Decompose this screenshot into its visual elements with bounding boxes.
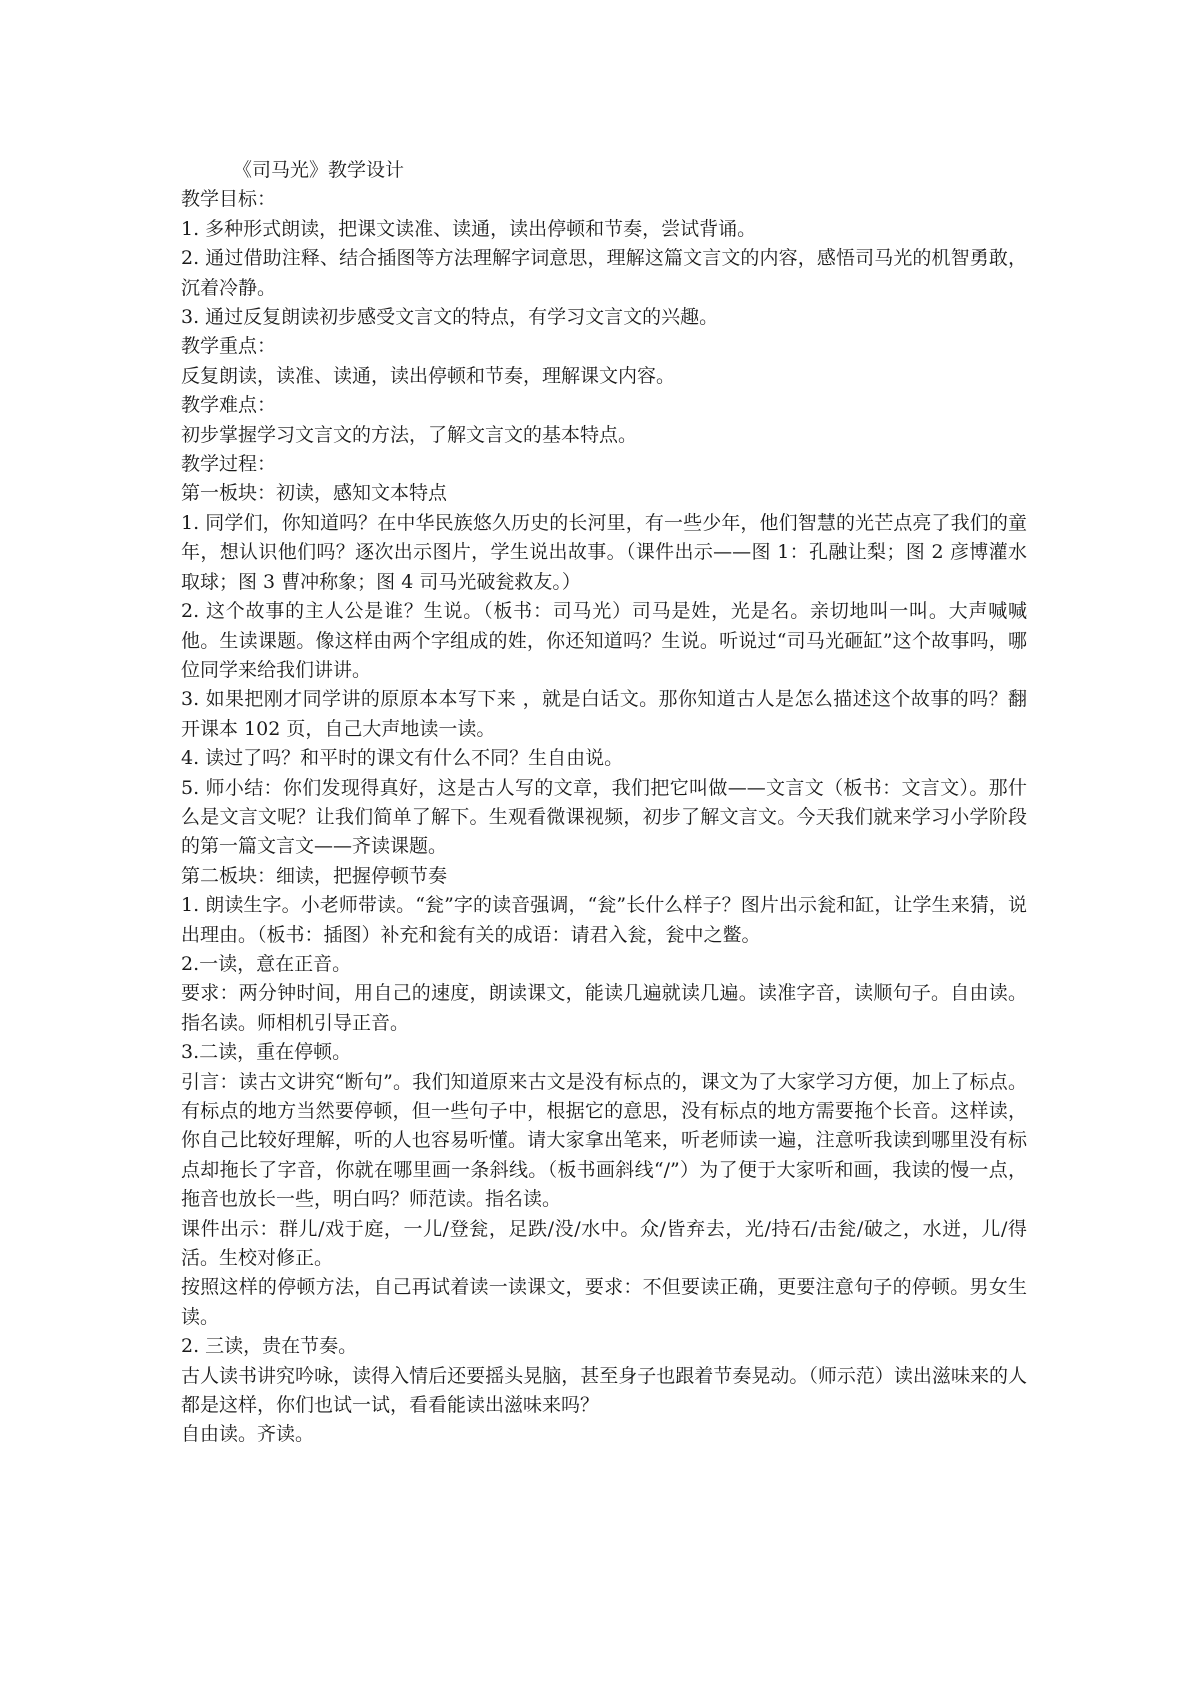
section-2-step-3: 3.二读，重在停顿。	[181, 1041, 352, 1064]
section-2-heading: 第二板块：细读，把握停顿节奏	[181, 864, 448, 887]
section-2-step-2-requirement: 要求：两分钟时间，用自己的速度，朗读课文，能读几遍就读几遍。读准字音，读顺句子。自由读。指名读。师相机引导正音。	[181, 982, 1027, 1034]
section-2-step-2: 2.一读，意在正音。	[181, 952, 352, 975]
document-title: 《司马光》教学设计	[233, 159, 405, 181]
section-1-heading: 第一板块：初读，感知文本特点	[181, 482, 448, 505]
document-body	[181, 156, 1027, 1450]
key-points-text: 反复朗读，读准、读通，读出停顿和节奏，理解课文内容。	[181, 364, 676, 387]
section-2-step-4: 2. 三读，贵在节奏。	[181, 1335, 358, 1358]
section-2-step-1: 1. 朗读生字。小老师带读。“瓮”字的读音强调，“瓮”长什么样子？图片出示瓮和缸，让学生来猜，说出理由。（板书：插图）补充和瓮有关的成语：请君入瓮，瓮中之鳖。	[181, 894, 1027, 946]
objective-3: 3. 通过反复朗读初步感受文言文的特点，有学习文言文的兴趣。	[181, 306, 719, 329]
heading-objectives: 教学目标：	[181, 188, 277, 211]
section-1-step-1: 1. 同学们，你知道吗？在中华民族悠久历史的长河里，有一些少年，他们智慧的光芒点亮了我们的童年，想认识他们吗？逐次出示图片，学生说出故事。（课件出示——图 1：孔融让梨；图 2 彦博灌水取球；图 3 曹冲称象；图 4 司马光破瓮救友。）	[181, 511, 1027, 593]
objective-1: 1. 多种形式朗读，把课文读准、读通，读出停顿和节奏，尝试背诵。	[181, 217, 757, 240]
difficulties-text: 初步掌握学习文言文的方法，了解文言文的基本特点。	[181, 423, 638, 446]
section-1-step-3: 3. 如果把刚才同学讲的原原本本写下来 ，就是白话文。那你知道古人是怎么描述这个故事的吗？翻开课本 102 页，自己大声地读一读。	[181, 688, 1027, 740]
section-2-step-3-practice: 按照这样的停顿方法，自己再试着读一读课文，要求：不但要读正确，更要注意句子的停顿。男女生读。	[181, 1276, 1027, 1328]
heading-difficulties: 教学难点：	[181, 394, 277, 417]
section-1-step-5: 5. 师小结：你们发现得真好，这是古人写的文章，我们把它叫做——文言文（板书：文言文）。那什么是文言文呢？让我们简单了解下。生观看微课视频，初步了解文言文。今天我们就来学习小学阶段的第一篇文言文——齐读课题。	[181, 776, 1027, 858]
objective-2: 2. 通过借助注释、结合插图等方法理解字词意思，理解这篇文言文的内容，感悟司马光的机智勇敢，沉着冷静。	[181, 247, 1027, 299]
section-1-step-2: 2. 这个故事的主人公是谁？生说。（板书：司马光）司马是姓，光是名。亲切地叫一叫。大声喊喊他。生读课题。像这样由两个字组成的姓，你还知道吗？生说。听说过“司马光砸缸”这个故事吗，哪位同学来给我们讲讲。	[181, 600, 1027, 681]
section-1-step-4: 4. 读过了吗？和平时的课文有什么不同？生自由说。	[181, 747, 624, 770]
section-2-step-4-text: 古人读书讲究吟咏，读得入情后还要摇头晃脑，甚至身子也跟着节奏晃动。（师示范）读出滋味来的人都是这样，你们也试一试，看看能读出滋味来吗？	[181, 1364, 1027, 1417]
section-2-step-4-reading: 自由读。齐读。	[181, 1423, 315, 1446]
section-2-step-3-intro: 引言：读古文讲究“断句”。我们知道原来古文是没有标点的，课文为了大家学习方便，加上了标点。有标点的地方当然要停顿，但一些句子中，根据它的意思，没有标点的地方需要拖个长音。这样读，你自己比较好理解，听的人也容易听懂。请大家拿出笔来，听老师读一遍，注意听我读到哪里没有标点却拖长了字音，你就在哪里画一条斜线。（板书画斜线“/”）为了便于大家听和画，我读的慢一点，拖音也放长一些，明白吗？师范读。指名读。	[181, 1070, 1027, 1211]
section-2-step-3-slide: 课件出示：群儿/戏于庭，一儿/登瓮，足跌/没/水中。众/皆弃去，光/持石/击瓮/破之，水迸，儿/得活。生校对修正。	[181, 1217, 1027, 1270]
heading-key-points: 教学重点：	[181, 335, 277, 358]
heading-process: 教学过程：	[181, 453, 277, 476]
